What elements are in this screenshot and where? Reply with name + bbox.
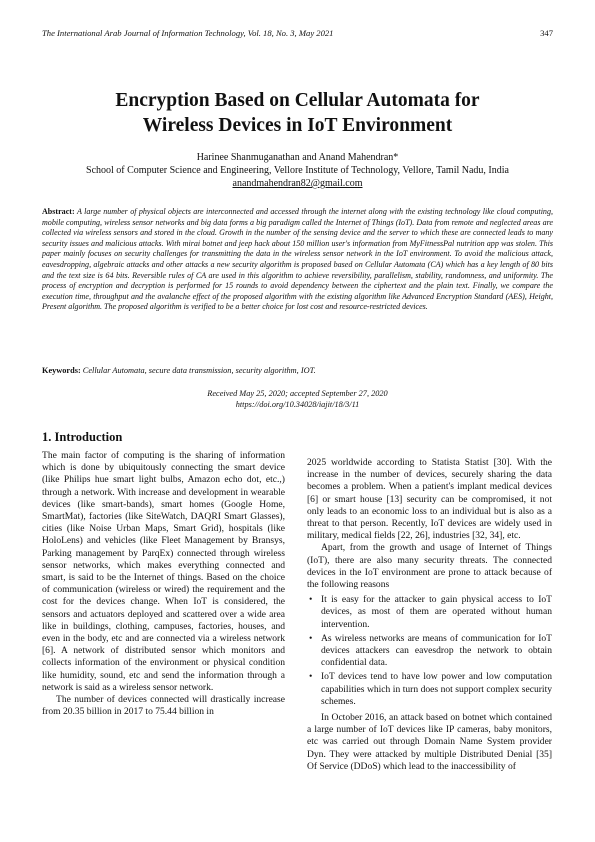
received-info: [42, 388, 553, 410]
author-block: [40, 151, 555, 190]
bullet-icon: •: [309, 632, 313, 644]
intro-paragraph-3: Apart, from the growth and usage of Internet of Things (IoT), there are also many security threats. The connected devices in the IoT environment are prone to attack because of the following reasons: [307, 542, 552, 591]
intro-paragraph-2-continued: 2025 worldwide according to Statista Statist [30]. With the increase in the number of devices, securely sharing the data becomes a problem. When a patient's implant medical devices [6] or smart house [13] security can be compromised, it not only leads to an economic loss to an individual but is also as a threat to that person. Recently, IoT devices are widely used in military, medical fields [22, 26], industries [32, 34], etc.: [307, 457, 552, 542]
list-item: • As wireless networks are means of communication for IoT devices attackers can eavesdrop the network to obtain confidential data.: [309, 632, 552, 669]
intro-paragraph-1: The main factor of computing is the sharing of information which is done by ubiquitously connecting the smart device (like Philips hue smart light bulbs, Amazon echo dot, etc.,) through a network. With increase and development in wearable devices (like smart-bands), smart homes (Google Home, SmartMat), factories (like SiteWatch, DAQRI Smart Glasses), cities (like Noise Urban Maps, Smart Grid), hospitals (like HoloLens) and vehicles (like Fleet Management by Bransys, Parking management by ParqEx) connected through wireless sensor networks, which makes everything connected and smart, is said to be the Internet of things. Based on the choice of communication (wireless or wired) the requirement and the cost for the devices change. When IoT is considered, the sensors and actuators deployed and scattered over a wide area like in buildings, clothing, campuses, factories, houses, and even in the body, etc and are connected via a wireless network [6]. A network of distributed sensor which monitors and collects information of the environment or physical condition like humidity, sound, etc and send the information through a network is said as a wireless sensor network.: [42, 450, 285, 693]
bullet-icon: •: [309, 594, 313, 606]
doi-link[interactable]: https://doi.org/10.34028/iajit/18/3/11: [235, 400, 360, 409]
abstract-text: A large number of physical objects are interconnected and accessed through the internet along with the existing technology like cloud computing, mobile computing, wireless sensor networks and big data forms a big paradigm called the Internet of Things (IoT). Data from remote and neglected areas are collected via wireless sensors and stored in the cloud. Growth in the number of the sensing device and the server to which these are connected leads to many security issues and malicious attacks. With mirai botnet and jeep hack about 150 million user's information from MyFitnessPal nutrition app was stolen. This paper mainly focuses on security challenges for transmitting the data in the wireless sensor network in the IoT environment. To avoid the malicious attack, eavesdropping, algebraic attacks and other attacks a new security algorithm is proposed based on Cellular Automata (CA) which has a key length of 80 bits and the text size is 64 bits. Reversible rules of CA are used in this algorithm to achieve reversibility, parallelism, stability, randomness, and uniformity. The process of encryption and decryption is performed for 15 rounds to avoid dependency between the ciphertext and the plain text. Finally, we compare the execution time, throughput and the avalanche effect of the proposed algorithm with the existing algorithm like Advanced Encryption Standard (AES), Height, Present algorithm. The proposed algorithm is verified to be a better choice for lost cost and resource-restricted devices.: [42, 207, 553, 312]
intro-paragraph-2: The number of devices connected will drastically increase from 20.35 billion in 2017 to 75.44 billion in: [42, 694, 285, 718]
intro-paragraph-4: In October 2016, an attack based on botnet which contained a large number of IoT devices like IP cameras, baby monitors, etc was carried out through Domain Name System provider Dyn. They were attacked by multiple Distributed Denial [35] Of Service (DDoS) which lead to the inaccessibility of: [307, 712, 552, 772]
bullet-icon: •: [309, 671, 313, 683]
keywords-label: Keywords:: [42, 366, 81, 375]
author-email-link[interactable]: anandmahendran82@gmail.com: [232, 178, 363, 189]
abstract: [42, 207, 553, 313]
title-line-1: Encryption Based on Cellular Automata for: [115, 90, 480, 111]
section-heading-introduction: 1. Introduction: [42, 430, 123, 444]
left-column: [42, 430, 285, 718]
author-affiliation: School of Computer Science and Engineering, Vellore Institute of Technology, Vellore, Tamil Nadu, India: [86, 165, 509, 176]
received-dates: Received May 25, 2020; accepted September 27, 2020: [207, 389, 388, 398]
list-item: • It is easy for the attacker to gain physical access to IoT devices, as most of them are operated without human intervention.: [309, 594, 552, 630]
journal-citation: The International Arab Journal of Information Technology, Vol. 18, No. 3, May 2021: [42, 28, 334, 38]
list-item: • IoT devices tend to have low power and low computation capabilities which in turn does not support complex security schemes.: [309, 671, 552, 707]
title-line-2: Wireless Devices in IoT Environment: [142, 115, 453, 136]
running-header: [42, 28, 553, 40]
right-column: [307, 457, 552, 773]
abstract-label: Abstract:: [42, 207, 75, 216]
keywords: [42, 365, 553, 376]
keywords-text: Cellular Automata, secure data transmission, security algorithm, IOT.: [82, 366, 316, 375]
threat-list: [307, 594, 552, 708]
page-number: 347: [540, 28, 553, 38]
author-names: Harinee Shanmuganathan and Anand Mahendran*: [196, 152, 399, 163]
paper-title: [40, 88, 555, 138]
